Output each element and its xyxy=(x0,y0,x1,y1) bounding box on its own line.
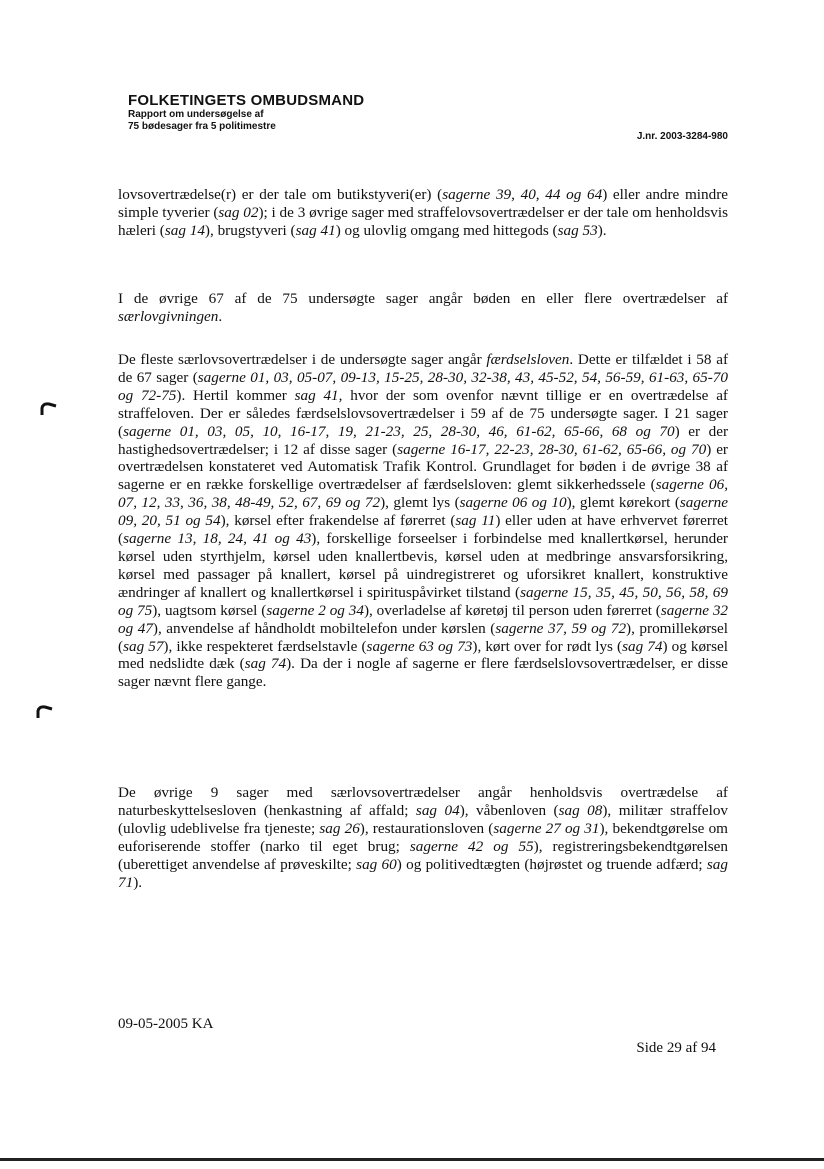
case-reference: sagerne 63 og 73 xyxy=(366,637,473,655)
case-reference: sagerne 37, 59 og 72 xyxy=(495,619,627,637)
case-reference: færdselsloven xyxy=(486,351,570,368)
case-reference: sag 26 xyxy=(319,819,360,837)
case-reference: sagerne 06 og 10 xyxy=(459,494,567,512)
bottom-scan-edge xyxy=(0,1158,824,1161)
text-run: , hvor der som ovenfor nævnt tillige er en overtrædelse af straffeloven. Der er således færdselslovsovertrædelser i 59 af de 75 undersøgte sager. I 21 sager ( xyxy=(118,386,728,440)
report-subtitle-line-2: 75 bødesager fra 5 politimestre xyxy=(128,120,276,132)
case-reference: sag 74 xyxy=(244,655,287,673)
text-run: ) er overtrædelsen konstateret ved Automatisk Trafik Kontrol. Grundlaget for bøden i de øvrige 38 af sagerne er en række forskellige overtrædelser af færdselsloven: glemt sikkerhedssele ( xyxy=(118,440,728,494)
paragraph-other-special-laws xyxy=(118,784,728,891)
text-run: I de øvrige 67 af de 75 undersøgte sager angår bøden en eller flere overtrædelser af xyxy=(118,290,728,307)
text-run: ) og ulovlig omgang med hittegods ( xyxy=(335,221,558,239)
case-reference: sagerne 15, 35, 45, 50, 56, 58, 69 og 75 xyxy=(118,583,728,619)
case-reference: sag 41 xyxy=(294,386,339,404)
case-reference: sagerne 01, 03, 05-07, 09-13, 15-25, 28-30, 32-38, 43, 45-52, 54, 56-59, 61-63, 65-70 og 72-75 xyxy=(118,368,728,404)
organization-name: FOLKETINGETS OMBUDSMAND xyxy=(128,92,365,109)
text-run: ). xyxy=(597,221,607,239)
case-reference: sagerne 39, 40, 44 og 64 xyxy=(442,186,603,203)
text-run: ) eller andre mindre simple tyverier ( xyxy=(118,186,728,221)
text-run: ) eller uden at have erhvervet førerret ( xyxy=(118,512,728,548)
case-reference: særlovgivningen xyxy=(118,307,219,325)
document-header xyxy=(128,92,364,132)
margin-mark-icon xyxy=(36,705,54,719)
case-reference: sagerne 01, 03, 05, 10, 16-17, 19, 21-23, 25, 28-30, 46, 61-62, 65-66, 68 og 70 xyxy=(123,422,675,440)
report-subtitle-line-1: Rapport om undersøgelse af xyxy=(128,109,264,121)
case-reference: sag 60 xyxy=(356,855,397,873)
case-reference: sagerne 32 og 47 xyxy=(118,601,729,637)
paragraph-traffic-act xyxy=(118,351,728,691)
case-reference: sag 14 xyxy=(164,221,205,239)
text-run: ). Da der i nogle af sagerne er flere færdselslovsovertrædelser, er disse sager nævnt flere gange. xyxy=(118,655,728,691)
case-reference: sag 08 xyxy=(558,801,603,819)
case-reference: sagerne 09, 20, 51 og 54 xyxy=(118,494,728,530)
text-run: ), restaurationsloven ( xyxy=(359,819,494,837)
text-run: ), ikke respekteret færdselstavle ( xyxy=(163,637,367,655)
page-number: Side 29 af 94 xyxy=(636,1040,716,1056)
text-run: ). Hertil kommer xyxy=(176,386,295,404)
text-run: ), anvendelse af håndholdt mobiltelefon under kørslen ( xyxy=(152,619,496,637)
case-reference: sagerne 2 og 34 xyxy=(266,601,364,619)
text-run: ), promillekørsel ( xyxy=(118,619,728,655)
case-reference: sag 74 xyxy=(622,637,663,655)
text-run: ), kørt over for rødt lys ( xyxy=(472,637,623,655)
footer-date: 09-05-2005 KA xyxy=(118,1016,214,1032)
text-run: ), overladelse af køretøj til person uden førerret ( xyxy=(363,601,661,619)
case-reference: sag 04 xyxy=(415,801,460,819)
case-reference: sagerne 06, 07, 12, 33, 36, 38, 48-49, 52, 67, 69 og 72 xyxy=(118,476,728,512)
text-run: ), forskellige forseelser i forbindelse med knallertkørsel, herunder kørsel uden styrthjelm, kørsel uden knallertbevis, kørsel uden at medbringe ansvarsforsikring, kørsel med passager på knallert, kørsel på uindregistreret og uforsikret knallert, konstruktive ændringer af knallert og knallertkørsel i spirituspåvirket tilstand ( xyxy=(118,530,728,601)
text-run: ), glemt lys ( xyxy=(380,494,460,512)
text-run: ), bekendtgørelse om euforiserende stoffer (narko til eget brug; xyxy=(118,819,728,855)
case-reference: sag 71 xyxy=(118,855,728,891)
text-run: ), brugstyveri ( xyxy=(204,221,296,239)
text-run: De øvrige 9 sager med særlovsovertrædelser angår henholdsvis overtrædelse af naturbeskyttelsesloven (henkastning af affald; xyxy=(118,784,728,819)
case-reference: sag 02 xyxy=(218,203,259,221)
paragraph-special-legislation xyxy=(118,290,728,326)
text-run: ), glemt kørekort ( xyxy=(566,494,680,512)
case-reference: sag 57 xyxy=(123,637,164,655)
text-run: ); i de 3 øvrige sager med straffelovsovertrædelser er der tale om henholdsvis hæleri ( xyxy=(118,203,729,239)
text-run: ), registreringsbekendtgørelsen (uberettiget anvendelse af prøveskilte; xyxy=(118,837,728,873)
text-run: ) og kørsel med nedslidte dæk ( xyxy=(118,637,728,673)
case-reference: sagerne 42 og 55 xyxy=(409,837,534,855)
text-run: ), militær straffelov (ulovlig udeblivelse fra tjeneste; xyxy=(118,801,729,837)
case-reference: sag 53 xyxy=(557,221,598,239)
text-run: ), uagtsom kørsel ( xyxy=(152,601,267,619)
text-run: ) og politivedtægten (højrøstet og truende adfærd; xyxy=(396,855,707,873)
margin-mark-icon xyxy=(40,402,58,416)
text-run: ) er der hastighedsovertrædelser; i 12 af disse sager ( xyxy=(118,422,729,458)
case-reference: sag 41 xyxy=(295,221,336,239)
text-run: ), kørsel efter frakendelse af førerret ( xyxy=(220,512,456,530)
case-reference: sagerne 27 og 31 xyxy=(493,819,600,837)
text-run: . Dette er tilfældet i 58 af de 67 sager ( xyxy=(118,351,729,386)
journal-number: J.nr. 2003-3284-980 xyxy=(636,131,728,142)
case-reference: sag 11 xyxy=(455,512,496,530)
case-reference: sagerne 13, 18, 24, 41 og 43 xyxy=(123,530,312,548)
text-run: ), våbenloven ( xyxy=(459,801,559,819)
text-run: De fleste særlovsovertrædelser i de undersøgte sager angår xyxy=(118,351,487,368)
text-run: ). xyxy=(133,873,143,891)
paragraph-criminal-code xyxy=(118,186,728,240)
case-reference: sagerne 16-17, 22-23, 28-30, 61-62, 65-66, og 70 xyxy=(397,440,707,458)
text-run: lovsovertrædelse(r) er der tale om butikstyveri(er) ( xyxy=(118,186,443,203)
text-run: . xyxy=(218,307,223,325)
